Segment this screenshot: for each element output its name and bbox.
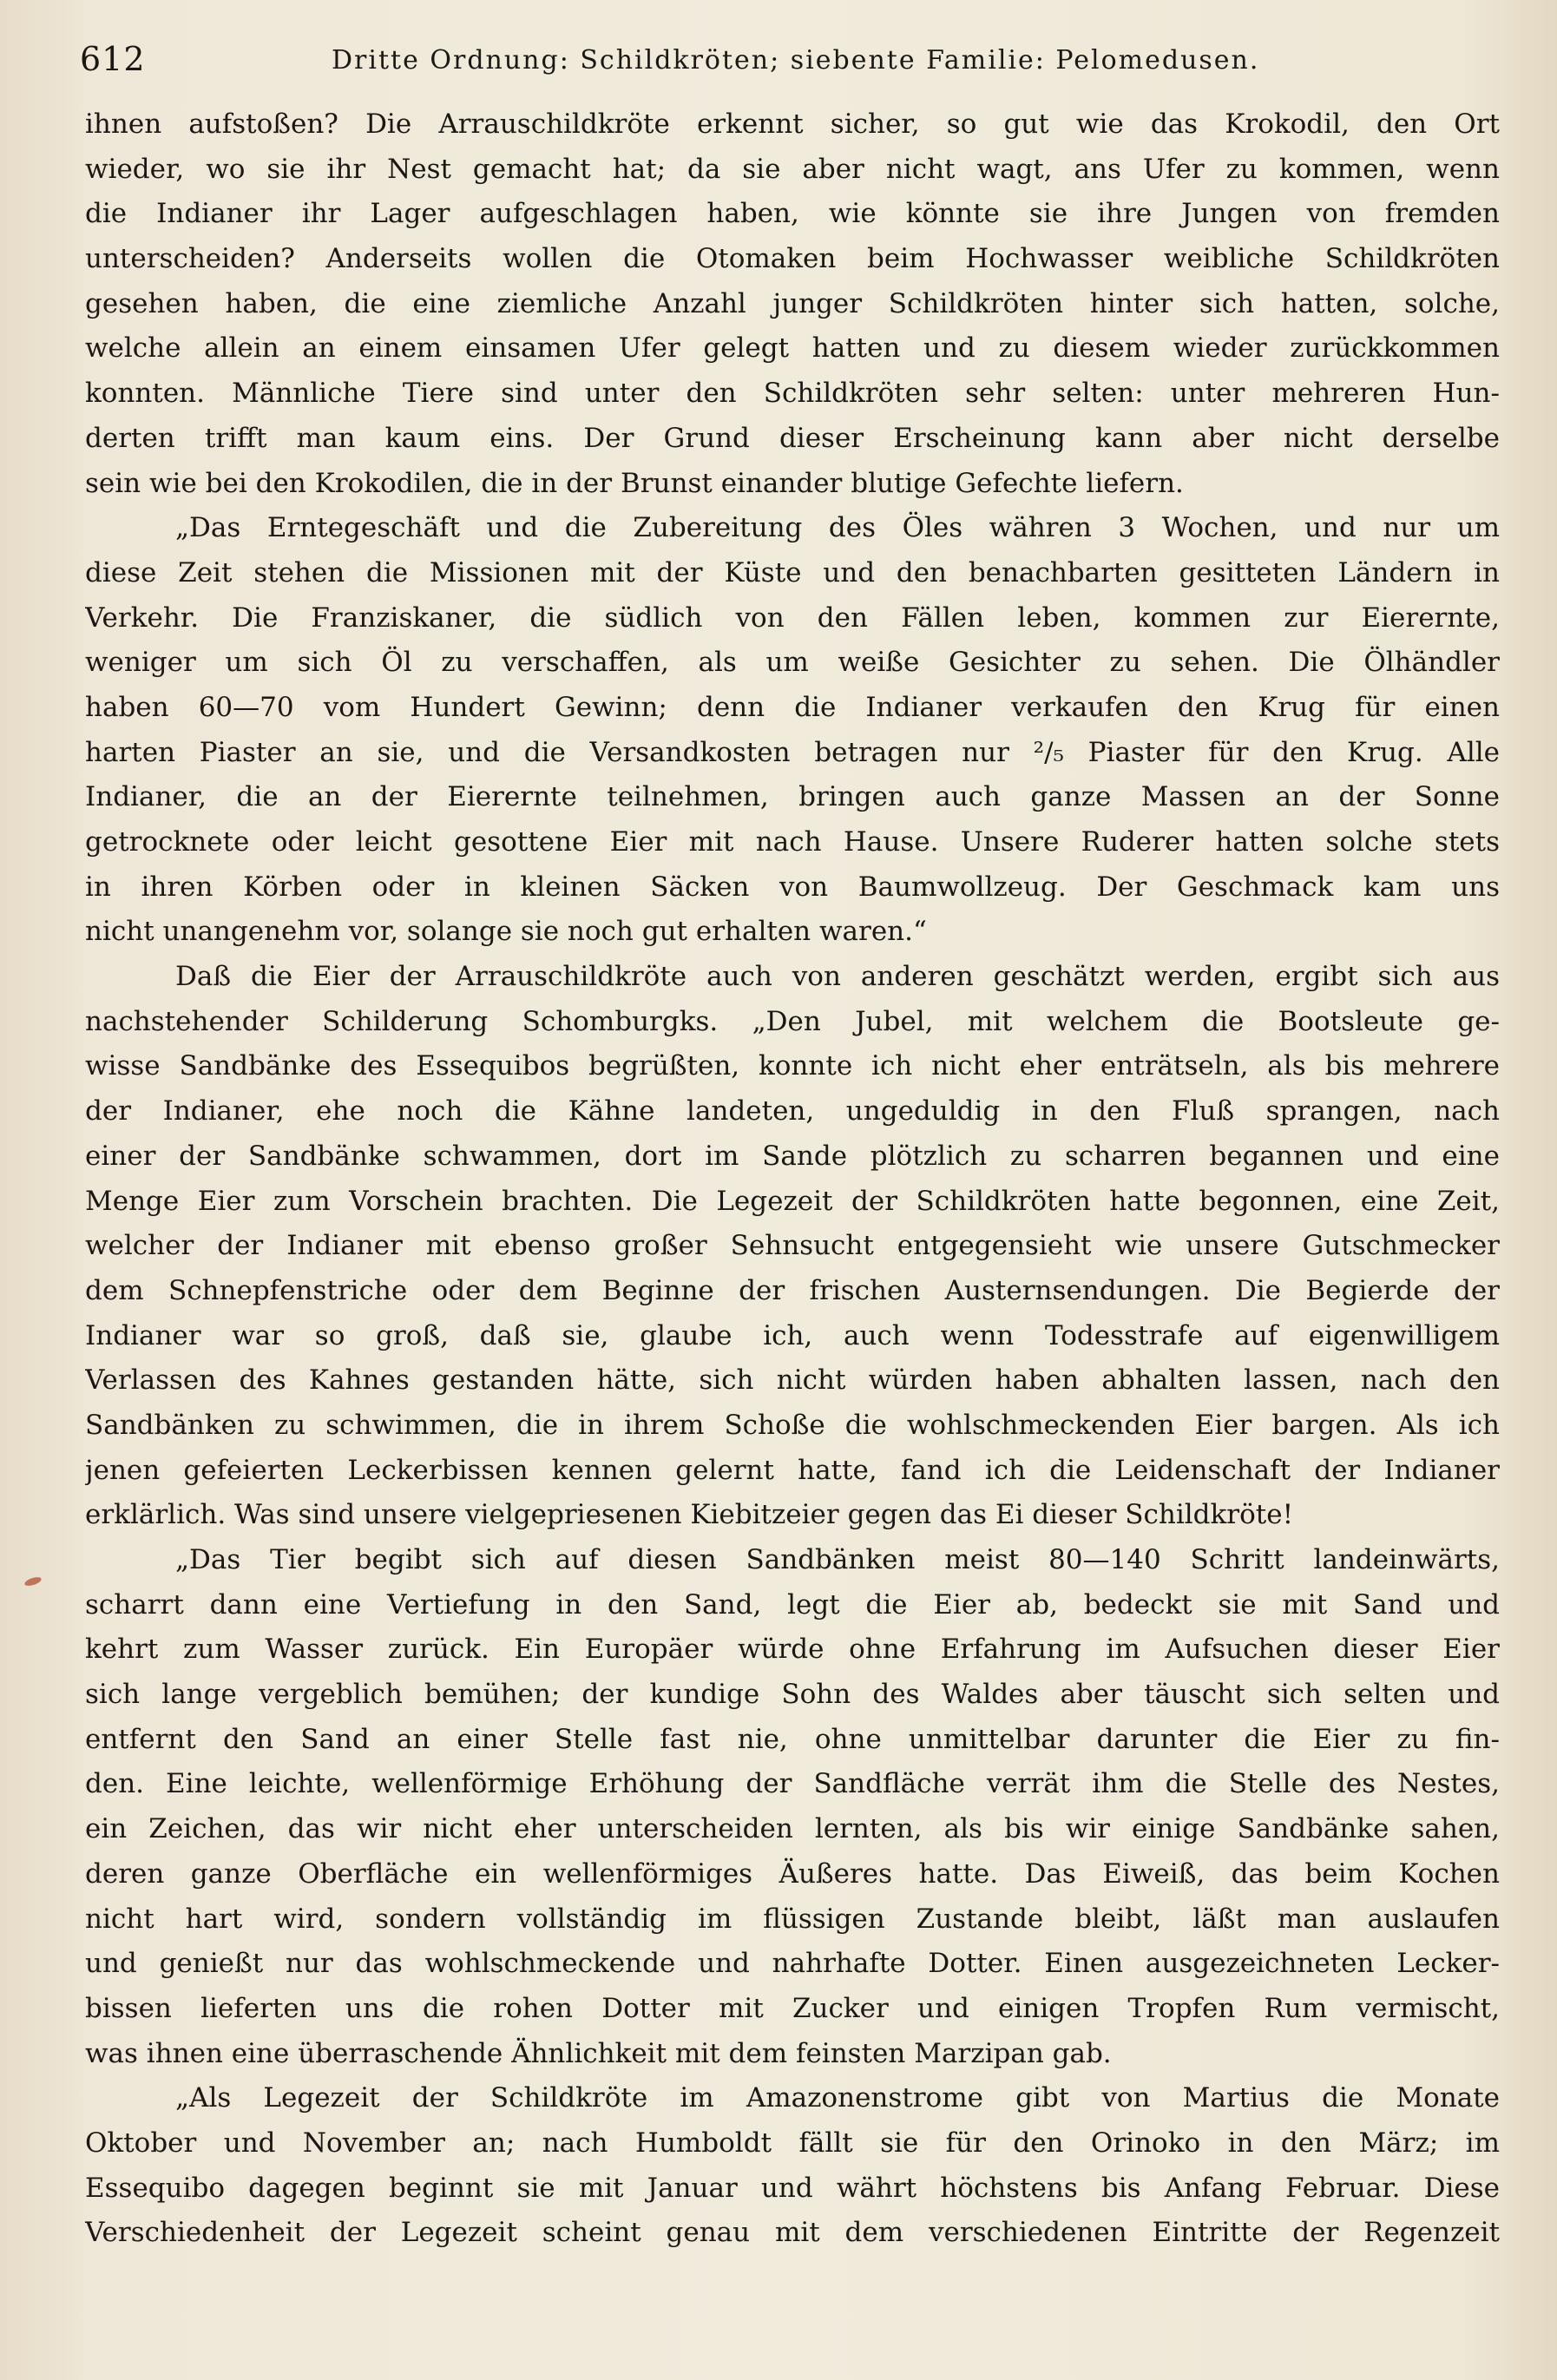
text-line: der Indianer, ehe noch die Kähne landeten, ungeduldig in den Fluß sprangen, nach: [85, 1095, 1500, 1128]
text-line: unterscheiden? Anderseits wollen die Otomaken beim Hochwasser weibliche Schildkröten: [85, 243, 1500, 275]
text-line: ihnen aufstoßen? Die Arrauschildkröte erkennt sicher, so gut wie das Krokodil, den Ort: [85, 108, 1500, 140]
text-line: die Indianer ihr Lager aufgeschlagen haben, wie könnte sie ihre Jungen von fremden: [85, 198, 1500, 230]
text-line: Daß die Eier der Arrauschildkröte auch von anderen geschätzt werden, ergibt sich aus: [175, 961, 1500, 993]
text-line: in ihren Körben oder in kleinen Säcken von Baumwollzeug. Der Geschmack kam uns: [85, 871, 1500, 903]
body-text: [85, 102, 1500, 2324]
text-line: nachstehender Schilderung Schomburgks. „Den Jubel, mit welchem die Bootsleute ge-: [85, 1005, 1500, 1037]
text-line: weniger um sich Öl zu verschaffen, als um weiße Gesichter zu sehen. Die Ölhändler: [85, 647, 1500, 679]
text-line: dem Schnepfenstriche oder dem Beginne der frischen Austernsendungen. Die Begierde der: [85, 1274, 1500, 1306]
text-line: einer der Sandbänke schwammen, dort im Sande plötzlich zu scharren begannen und eine: [85, 1140, 1500, 1172]
text-line: sein wie bei den Krokodilen, die in der Brunst einander blutige Gefechte liefern.: [85, 467, 1184, 499]
text-line: harten Piaster an sie, und die Versandkosten betragen nur ²/₅ Piaster für den Krug. Alle: [85, 736, 1500, 768]
text-line: Indianer, die an der Eierernte teilnehmen, bringen auch ganze Massen an der Sonne: [85, 781, 1500, 813]
text-line: welcher der Indianer mit ebenso großer Sehnsucht entgegensieht wie unsere Gutschmecker: [85, 1230, 1500, 1262]
page-header: [80, 40, 1503, 92]
text-line: was ihnen eine überraschende Ähnlichkeit mit dem feinsten Marzipan gab.: [85, 2037, 1112, 2069]
text-line: Verkehr. Die Franziskaner, die südlich von den Fällen leben, kommen zur Eierernte,: [85, 602, 1500, 634]
text-line: deren ganze Oberfläche ein wellenförmiges Äußeres hatte. Das Eiweiß, das beim Kochen: [85, 1857, 1500, 1890]
text-line: erklärlich. Was sind unsere vielgepriesenen Kiebitzeier gegen das Ei dieser Schildkröte!: [85, 1499, 1294, 1531]
text-line: konnten. Männliche Tiere sind unter den Schildkröten sehr selten: unter mehreren Hun-: [85, 378, 1500, 410]
text-line: den. Eine leichte, wellenförmige Erhöhung der Sandfläche verrät ihm die Stelle des Nestes,: [85, 1768, 1500, 1800]
text-line: Menge Eier zum Vorschein brachten. Die Legezeit der Schildkröten hatte begonnen, eine Zeit,: [85, 1185, 1500, 1217]
text-line: kehrt zum Wasser zurück. Ein Europäer würde ohne Erfahrung im Aufsuchen dieser Eier: [85, 1634, 1500, 1666]
text-line: sich lange vergeblich bemühen; der kundige Sohn des Waldes aber täuscht sich selten und: [85, 1679, 1500, 1711]
text-line: gesehen haben, die eine ziemliche Anzahl junger Schildkröten hinter sich hatten, solche,: [85, 287, 1500, 319]
text-line: „Als Legezeit der Schildkröte im Amazonenstrome gibt von Martius die Monate: [175, 2082, 1500, 2114]
text-line: scharrt dann eine Vertiefung in den Sand, legt die Eier ab, bedeckt sie mit Sand und: [85, 1588, 1500, 1621]
text-line: haben 60—70 vom Hundert Gewinn; denn die Indianer verkaufen den Krug für einen: [85, 691, 1500, 723]
page-number: 612: [80, 40, 146, 78]
text-line: Verschiedenheit der Legezeit scheint genau mit dem verschiedenen Eintritte der Regenzeit: [85, 2217, 1500, 2249]
running-head: Dritte Ordnung: Schildkröten; siebente Familie: Pelomedusen.: [332, 45, 1260, 76]
text-line: diese Zeit stehen die Missionen mit der Küste und den benachbarten gesitteten Ländern in: [85, 556, 1500, 588]
text-line: „Das Erntegeschäft und die Zubereitung des Öles währen 3 Wochen, und nur um: [175, 512, 1500, 544]
text-line: und genießt nur das wohlschmeckende und nahrhafte Dotter. Einen ausgezeichneten Lecker-: [85, 1948, 1500, 1980]
text-line: Essequibo dagegen beginnt sie mit Januar und währt höchstens bis Anfang Februar. Diese: [85, 2172, 1500, 2204]
text-line: Sandbänken zu schwimmen, die in ihrem Schoße die wohlschmeckenden Eier bargen. Als ich: [85, 1409, 1500, 1441]
text-line: entfernt den Sand an einer Stelle fast nie, ohne unmittelbar darunter die Eier zu fin-: [85, 1723, 1500, 1755]
text-line: jenen gefeierten Leckerbissen kennen gelernt hatte, fand ich die Leidenschaft der Indianer: [85, 1454, 1500, 1486]
text-line: wisse Sandbänke des Essequibos begrüßten, konnte ich nicht eher enträtseln, als bis mehrere: [85, 1050, 1500, 1082]
text-line: Oktober und November an; nach Humboldt fällt sie für den Orinoko in den März; im: [85, 2127, 1500, 2159]
text-line: Indianer war so groß, daß sie, glaube ich, auch wenn Todesstrafe auf eigenwilligem: [85, 1319, 1500, 1351]
text-line: derten trifft man kaum eins. Der Grund dieser Erscheinung kann aber nicht derselbe: [85, 422, 1500, 454]
text-line: „Das Tier begibt sich auf diesen Sandbänken meist 80—140 Schritt landeinwärts,: [175, 1544, 1500, 1575]
text-line: ein Zeichen, das wir nicht eher unterscheiden lernten, als bis wir einige Sandbänke sahen,: [85, 1813, 1500, 1845]
text-line: wieder, wo sie ihr Nest gemacht hat; da sie aber nicht wagt, ans Ufer zu kommen, wenn: [85, 153, 1500, 185]
text-line: getrocknete oder leicht gesottene Eier mit nach Hause. Unsere Ruderer hatten solche stets: [85, 826, 1500, 858]
text-line: nicht unangenehm vor, solange sie noch gut erhalten waren.“: [85, 916, 927, 948]
margin-ink-mark: [23, 1575, 42, 1588]
text-line: Verlassen des Kahnes gestanden hätte, sich nicht würden haben abhalten lassen, nach den: [85, 1364, 1500, 1397]
text-line: bissen lieferten uns die rohen Dotter mit Zucker und einigen Tropfen Rum vermischt,: [85, 1992, 1500, 2024]
text-line: welche allein an einem einsamen Ufer gelegt hatten und zu diesem wieder zurückkommen: [85, 332, 1500, 365]
text-line: nicht hart wird, sondern vollständig im flüssigen Zustande bleibt, läßt man auslaufen: [85, 1903, 1500, 1935]
